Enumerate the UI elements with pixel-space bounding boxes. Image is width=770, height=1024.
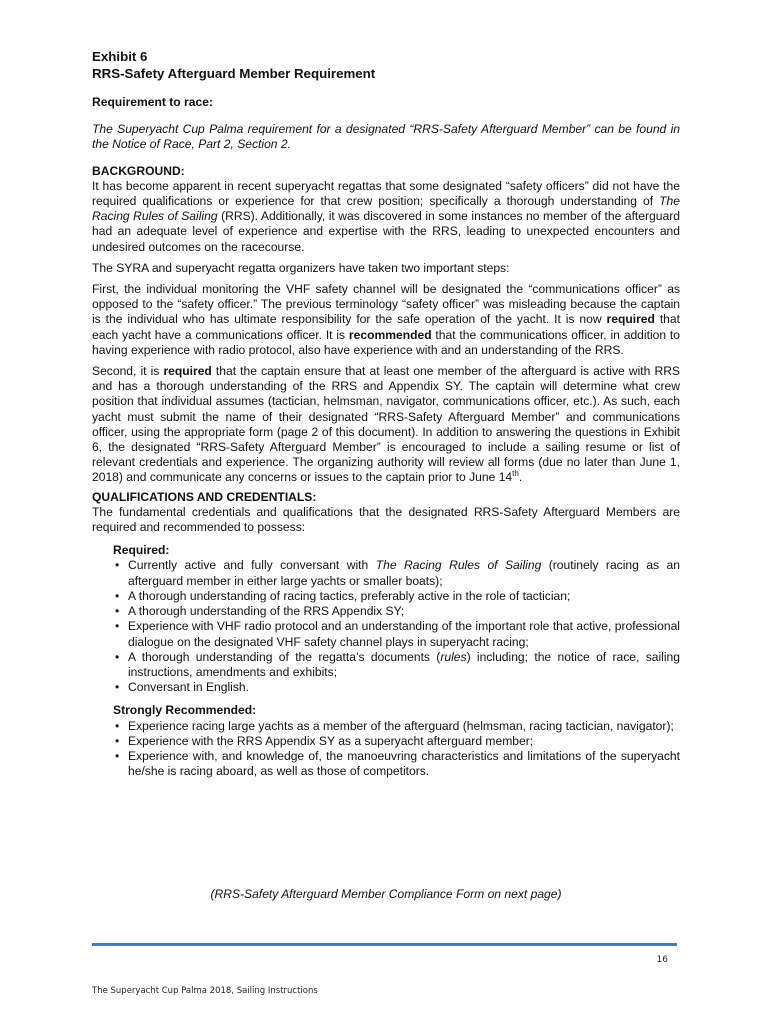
list-item: • A thorough understanding of racing tactics, preferably active in the role of tactician; [113,589,680,604]
footer-rule [92,943,677,946]
requirement-heading: Requirement to race: [92,95,213,109]
qualifications-intro: The fundamental credentials and qualifications that the designated RRS-Safety Afterguard Members are required and recommended to possess: [92,504,680,535]
list-item: • A thorough understanding of the regatta’s documents (rules) including; the notice of race, sailing instructions, amendments and exhibits; [113,650,680,680]
recommended-section [113,703,680,779]
page-number: 16 [656,955,668,965]
background-heading: BACKGROUND: [92,163,185,178]
required-section [113,543,680,695]
list-item: • Experience with VHF radio protocol and an understanding of the important role that active, professional dialogue on the designated VHF safety channel plays in superyacht racing; [113,619,680,649]
list-item: • Currently active and fully conversant with The Racing Rules of Sailing (routinely racing as an afterguard member in either large yachts or smaller boats); [113,558,680,588]
list-item: • Conversant in English. [113,680,680,695]
list-item: • A thorough understanding of the RRS Appendix SY; [113,604,680,619]
list-item: • Experience racing large yachts as a member of the afterguard (helmsman, racing tactician, navigator); [113,719,680,734]
recommended-list [113,719,680,780]
footer-document-title: The Superyacht Cup Palma 2018, Sailing Instructions [92,986,318,996]
required-heading: Required: [113,543,170,558]
qualifications-heading: QUALIFICATIONS AND CREDENTIALS: [92,489,317,504]
required-list [113,558,680,695]
background-paragraph-4: Second, it is required that the captain ensure that at least one member of the afterguard is active with RRS and has a thorough understanding of the RRS and Appendix SY. The captain will determine what crew position that individual assumes (tactician, helmsman, navigator, communications officer, etc.). As such, each yacht must submit the name of their designated “RRS-Safety Afterguard Member” and communications officer, using the appropriate form (page 2 of this document). In addition to answering the questions in Exhibit 6, the designated “RRS-Safety Afterguard Member” is encouraged to include a sailing resume or list of relevant credentials and experience. The organizing authority will review all forms (due no later than June 1, 2018) and communicate any concerns or issues to the captain prior to June 14th. [92,364,680,485]
background-paragraph-2: The SYRA and superyacht regatta organizers have taken two important steps: [92,260,510,275]
list-item: • Experience with the RRS Appendix SY as a superyacht afterguard member; [113,734,680,749]
background-paragraph-1: It has become apparent in recent superyacht regattas that some designated “safety officers” did not have the required qualifications or experience for that crew position; specifically a thorough understanding of The Racing Rules of Sailing (RRS). Additionally, it was discovered in some instances no member of the afterguard had an adequate level of experience and expertise with the RRS, leading to unexpected encounters and undesired outcomes on the racecourse. [92,178,680,254]
recommended-heading: Strongly Recommended: [113,703,257,718]
document-page [92,48,680,901]
list-item: • Experience with, and knowledge of, the manoeuvring characteristics and limitations of the superyacht he/she is racing aboard, as well as those of competitors. [113,749,680,779]
exhibit-title: RRS-Safety Afterguard Member Requirement [92,66,376,81]
closing-note: (RRS-Safety Afterguard Member Compliance Form on next page) [210,887,562,901]
requirement-note: The Superyacht Cup Palma requirement for a designated “RRS-Safety Afterguard Member” can be found in the Notice of Race, Part 2, Section 2. [92,122,680,152]
background-paragraph-3: First, the individual monitoring the VHF safety channel will be designated the “communications officer” as opposed to the “safety officer.” The previous terminology “safety officer” was misleading because the captain is the individual who has ultimate responsibility for the safe operation of the yacht. It is now required that each yacht have a communications officer. It is recommended that the communications officer, in addition to having experience with radio protocol, also have experience with and an understanding of the RRS. [92,282,680,357]
exhibit-number: Exhibit 6 [92,49,148,64]
